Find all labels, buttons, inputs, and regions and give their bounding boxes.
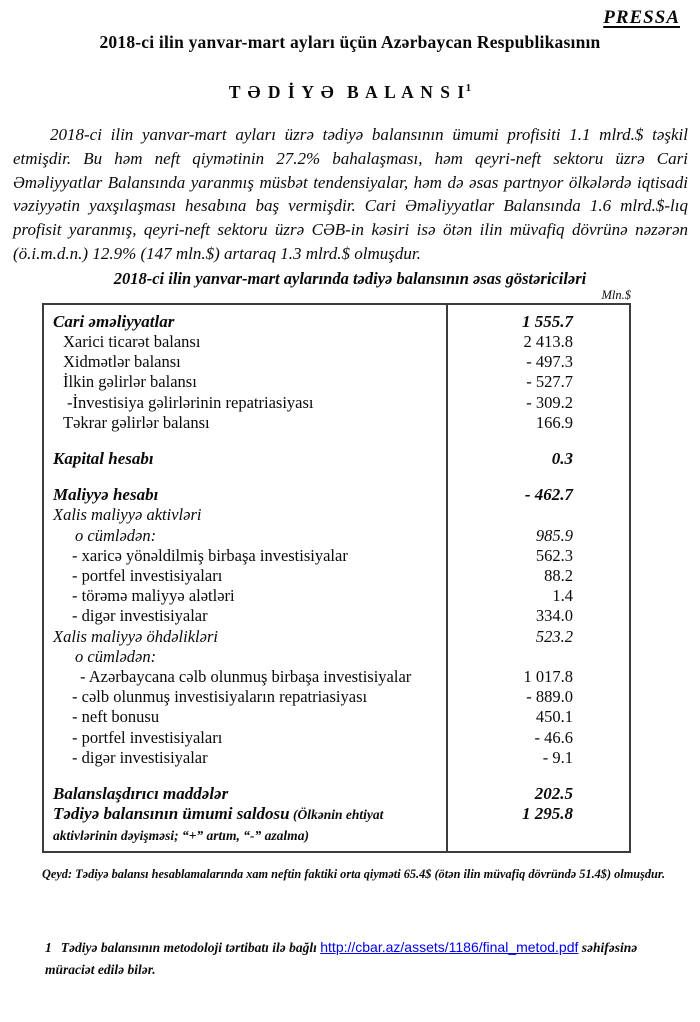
row-value: 985.9 xyxy=(535,525,573,545)
pressa-header xyxy=(0,7,680,29)
row-value: 166.9 xyxy=(535,412,573,432)
row-label-parenthetical: (Ölkənin ehtiyat aktivlərinin dəyişməsi; “+” artım, “-” azalma) xyxy=(53,807,384,844)
row-value: - 497.3 xyxy=(526,352,573,372)
row-value: 202.5 xyxy=(534,784,573,804)
footnote xyxy=(45,936,677,981)
table-row xyxy=(44,526,629,546)
table-row xyxy=(44,707,629,727)
document-title: 2018-ci ilin yanvar-mart ayları üçün Azərbaycan Respublikasının xyxy=(99,32,601,52)
table-row xyxy=(44,647,629,667)
table-row xyxy=(44,352,629,372)
intro-paragraph: 2018-ci ilin yanvar-mart ayları üzrə tədiyə balansının ümumi profisiti 1.1 mlrd.$ təşkil etmişdir. Bu həm neft qiymətinin 27.2% bahalaşması, həm qeyri-neft sektoru üzrə Cari Əməliyyatlar Balansında yaranmış müsbət tendensiyalar, həm də əsas partnyor ölkələrdə iqtisadi vəziyyətin yaxşılaşması hesabına baş vermişdir. Cari Əməliyyatlar Balansında 1.6 mlrd.$-lıq profisit yaranmış, qeyri-neft sektoru üzrə CƏB-in kəsiri isə ötən ilin müvafiq dövrünə nəzərən (ö.i.m.d.n.) 12.9% (147 mln.$) artaraq 1.3 mlrd.$ olmuşdur. xyxy=(13,125,688,263)
row-label: Tədiyə balansının ümumi saldosu (Ölkənin ehtiyat aktivlərinin dəyişməsi; “+” artım, “-” azalma) xyxy=(53,804,384,844)
row-value: 334.0 xyxy=(535,606,573,626)
row-label: - digər investisiyalar xyxy=(72,747,208,767)
row-label: Xidmətlər balansı xyxy=(63,352,181,372)
table-row xyxy=(44,784,629,804)
row-label: Maliyyə hesabı xyxy=(53,485,159,505)
table-row xyxy=(44,804,629,846)
row-label: - Azərbaycana cəlb olunmuş birbaşa investisiyalar xyxy=(80,667,412,687)
row-label: - xaricə yönəldilmiş birbaşa investisiyalar xyxy=(72,545,348,565)
table-row xyxy=(44,485,629,505)
row-value: - 889.0 xyxy=(526,687,573,707)
row-label: İlkin gəlirlər balansı xyxy=(63,372,197,392)
main-title-text: T Ə D İ Y Ə B A L A N S I xyxy=(228,82,466,102)
row-label: Xalis maliyyə aktivləri xyxy=(53,505,202,525)
methodology-link[interactable]: http://cbar.az/assets/1186/final_metod.pdf xyxy=(320,938,579,955)
note-line: Qeyd: Tədiyə balansı hesablamalarında xam neftin faktiki orta qiyməti 65.4$ (ötən ilin müvafiq dövründə 51.4$) olmuşdur. xyxy=(42,866,666,881)
row-value: 450.1 xyxy=(535,707,573,727)
table-row xyxy=(44,372,629,392)
row-value: - 309.2 xyxy=(526,392,573,412)
row-label: - cəlb olunmuş investisiyaların repatriasiyası xyxy=(72,687,368,707)
table-row xyxy=(44,586,629,606)
row-value: 1 555.7 xyxy=(522,311,573,331)
table-row xyxy=(44,728,629,748)
table-row xyxy=(44,566,629,586)
row-label: -İnvestisiya gəlirlərinin repatriasiyası xyxy=(67,392,314,412)
table-row xyxy=(44,546,629,566)
row-label: - törəmə maliyyə alətləri xyxy=(72,586,235,606)
table-row xyxy=(44,393,629,413)
row-label: - digər investisiyalar xyxy=(72,606,208,626)
table-row xyxy=(44,748,629,768)
table-row xyxy=(44,687,629,707)
row-value: 1.4 xyxy=(552,586,573,606)
row-value: 1 017.8 xyxy=(523,667,573,687)
row-value: 562.3 xyxy=(535,545,573,565)
table-row xyxy=(44,627,629,647)
row-value: 1 295.8 xyxy=(522,804,573,824)
row-label: - portfel investisiyaları xyxy=(72,566,223,586)
pressa-label: PRESSA xyxy=(603,7,680,28)
row-value: - 527.7 xyxy=(526,372,573,392)
row-label: Təkrar gəlirlər balansı xyxy=(63,412,210,432)
balance-of-payments-table xyxy=(42,303,631,853)
footnote-number: 1 xyxy=(45,939,52,955)
table-row xyxy=(44,312,629,332)
row-label: Xarici ticarət balansı xyxy=(63,331,201,351)
table-row xyxy=(44,332,629,352)
table-spacer-row xyxy=(44,469,629,485)
row-label: - neft bonusu xyxy=(72,707,160,727)
row-value: 0.3 xyxy=(551,449,573,468)
table-spacer-row xyxy=(44,433,629,449)
footnote-text-after: səhifəsinə müraciət edilə bilər. xyxy=(45,939,638,977)
table-spacer-row xyxy=(44,768,629,784)
main-title xyxy=(0,82,700,103)
unit-label: Mln.$ xyxy=(601,287,631,302)
table-row xyxy=(44,449,629,469)
row-value: 2 413.8 xyxy=(523,331,573,351)
table-row xyxy=(44,667,629,687)
document-page xyxy=(0,7,700,1022)
table-row xyxy=(44,606,629,626)
row-label: o cümlədən: xyxy=(75,646,157,666)
row-label: - portfel investisiyaları xyxy=(72,727,223,747)
row-value: 523.2 xyxy=(535,626,573,646)
row-label: Balanslaşdırıcı maddələr xyxy=(53,784,229,804)
row-value: - 9.1 xyxy=(542,747,573,767)
row-label: Cari əməliyyatlar xyxy=(53,311,175,331)
table-row xyxy=(44,413,629,433)
row-value: - 46.6 xyxy=(534,727,573,747)
row-label: Kapital hesabı xyxy=(53,449,154,468)
row-label: o cümlədən: xyxy=(75,525,157,545)
footnote-reference-mark: 1 xyxy=(465,82,472,95)
footnote-text-before: Tədiyə balansının metodoloji tərtibatı ilə bağlı xyxy=(60,939,321,955)
row-label: Xalis maliyyə öhdəlikləri xyxy=(53,626,218,646)
table-row xyxy=(44,505,629,525)
row-value: 88.2 xyxy=(544,566,573,586)
row-value: - 462.7 xyxy=(524,485,573,505)
table-caption: 2018-ci ilin yanvar-mart aylarında tədiyə balansının əsas göstəriciləri xyxy=(113,268,587,288)
